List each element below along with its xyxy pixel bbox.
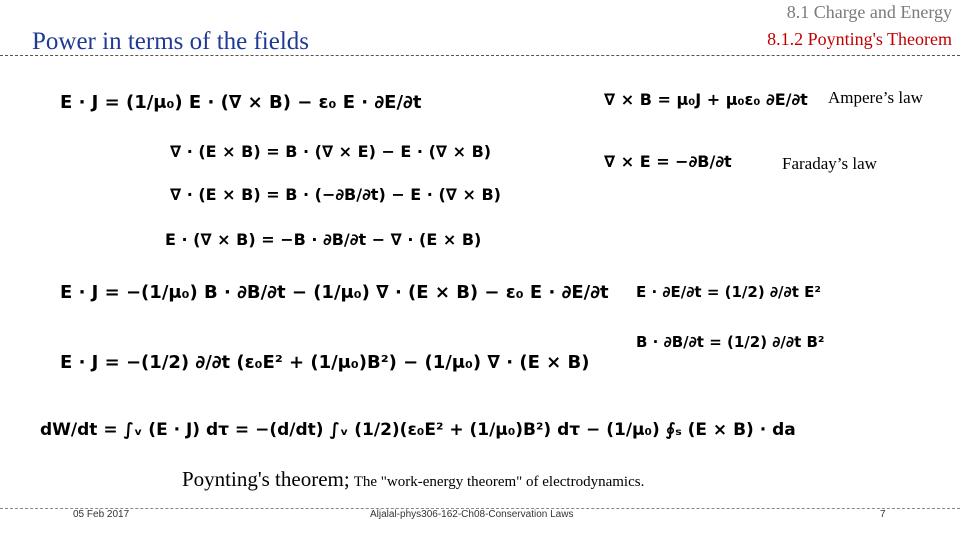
equation-power-density-energy: E · J = −(1/2) ∂/∂t (ε₀E² + (1/μ₀)B²) − (1/μ₀) ∇ · (E × B)	[60, 352, 590, 373]
equation-e-dot-curl-b: E · (∇ × B) = −B · ∂B/∂t − ∇ · (E × B)	[165, 230, 482, 249]
ampere-law-equation: ∇ × B = μ₀J + μ₀ε₀ ∂E/∂t	[604, 90, 808, 109]
faraday-law-equation: ∇ × E = −∂B/∂t	[604, 152, 732, 171]
equation-power-density: E · J = (1/μ₀) E · (∇ × B) − ε₀ E · ∂E/∂t	[60, 92, 422, 113]
equation-divergence-identity: ∇ · (E × B) = B · (∇ × E) − E · (∇ × B)	[170, 142, 492, 161]
identity-b-field-time-derivative: B · ∂B/∂t = (1/2) ∂/∂t B²	[636, 333, 825, 351]
slide-title: Power in terms of the fields	[32, 28, 310, 55]
caption	[182, 467, 644, 492]
title-divider	[0, 55, 960, 56]
section-title: 8.1 Charge and Energy	[786, 2, 952, 22]
faraday-law-label: Faraday’s law	[782, 154, 877, 173]
footer-course: Aljalal-phys306-162-Ch08-Conservation Laws	[370, 509, 574, 520]
ampere-law-label: Ampere’s law	[828, 88, 923, 107]
identity-e-field-time-derivative: E · ∂E/∂t = (1/2) ∂/∂t E²	[636, 283, 821, 301]
equation-divergence-faraday: ∇ · (E × B) = B · (−∂B/∂t) − E · (∇ × B)	[170, 185, 501, 204]
equation-power-density-expanded: E · J = −(1/μ₀) B · ∂B/∂t − (1/μ₀) ∇ · (E × B) − ε₀ E · ∂E/∂t	[60, 282, 609, 303]
equation-poynting-theorem: dW/dt = ∫ᵥ (E · J) dτ = −(d/dt) ∫ᵥ (1/2)(ε₀E² + (1/μ₀)B²) dτ − (1/μ₀) ∮ₛ (E × B) · da	[40, 420, 796, 440]
caption-main: Poynting's theorem;	[182, 467, 350, 491]
caption-note: The "work-energy theorem" of electrodynamics.	[353, 474, 645, 490]
page-number: 7	[880, 509, 886, 520]
subsection-title: 8.1.2 Poynting's Theorem	[767, 29, 952, 49]
footer-date: 05 Feb 2017	[73, 509, 130, 520]
